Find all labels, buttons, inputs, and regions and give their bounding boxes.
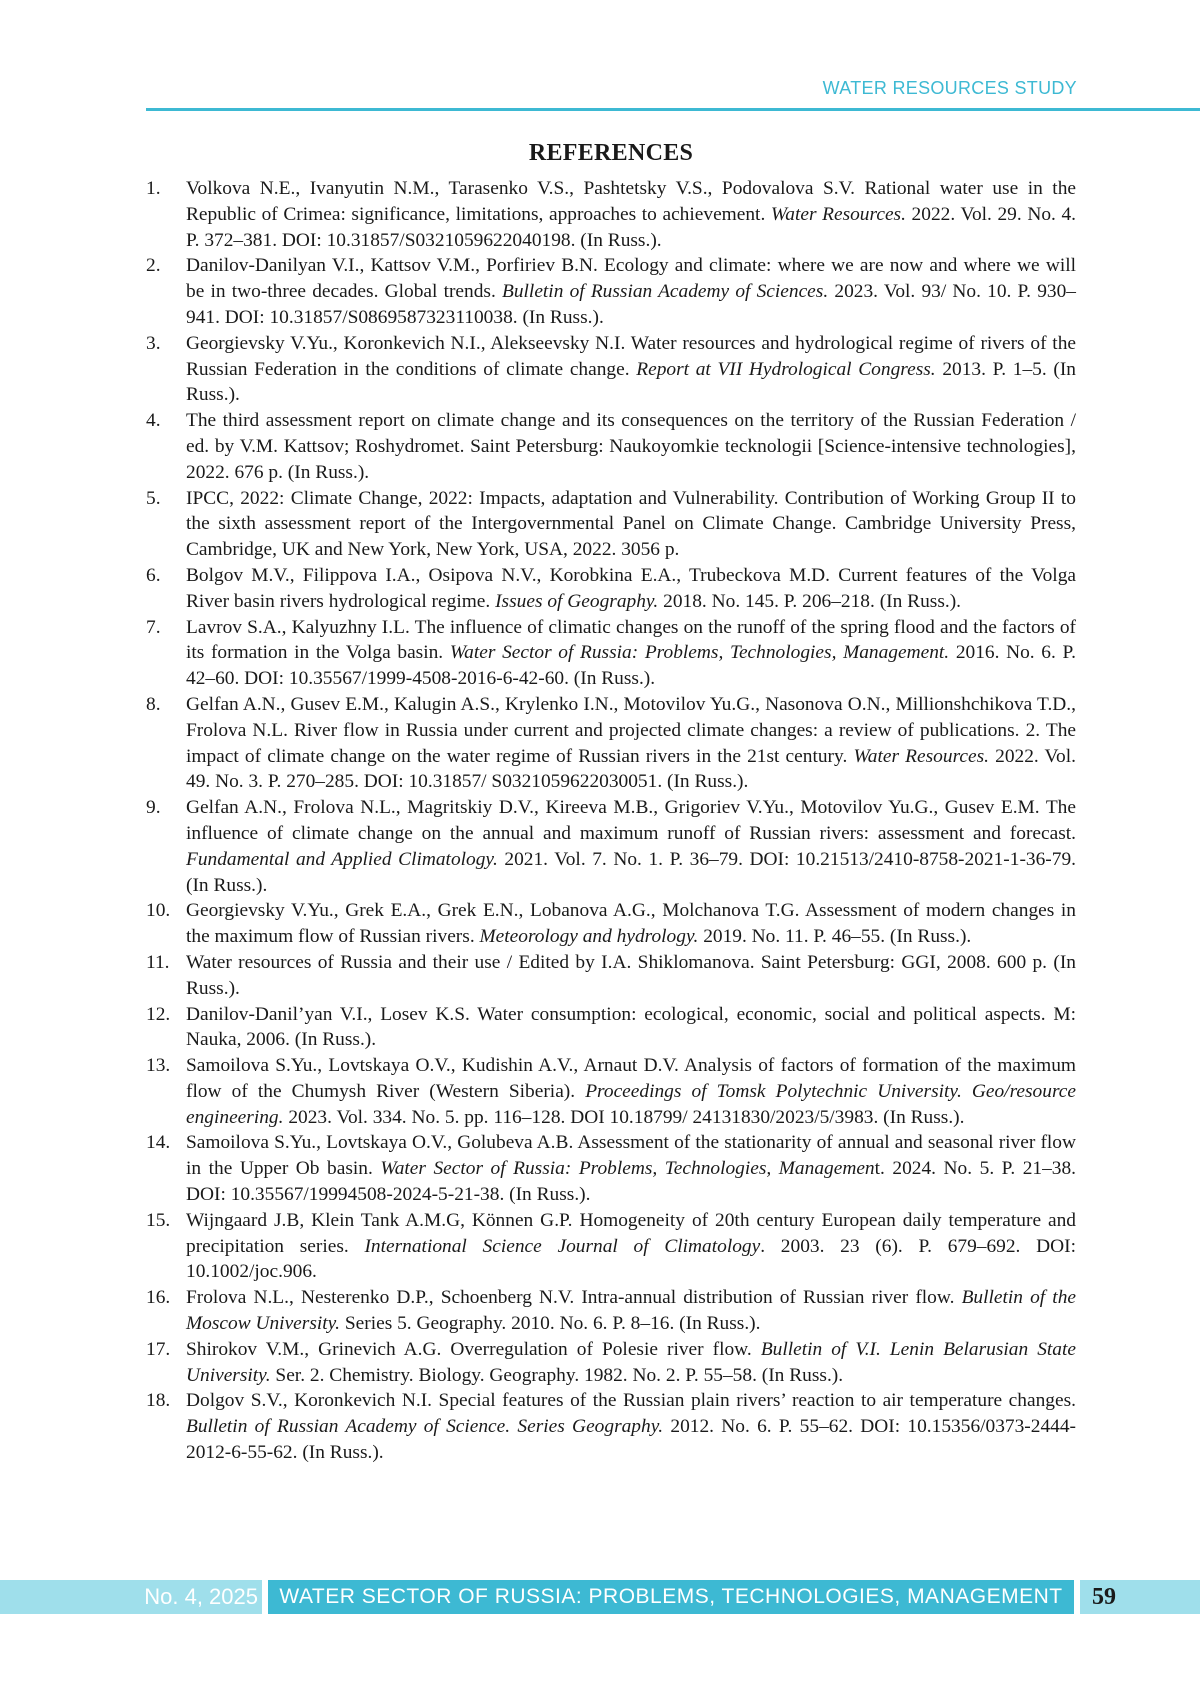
reference-number: 12. xyxy=(146,1003,171,1025)
reference-number: 5. xyxy=(146,487,161,509)
reference-number: 17. xyxy=(146,1338,171,1360)
reference-text: Water resources of Russia and their use / Edited by I.A. Shiklomanova. Saint Petersburg: GGI, 2008. 600 p. (In Russ.). xyxy=(186,951,1076,999)
section-title: REFERENCES xyxy=(528,140,694,166)
reference-text: Georgievsky V.Yu., Grek E.A., Grek E.N., Lobanova A.G., Molchanova T.G. Assessment of modern changes in the maximum flow of Russian rivers. Meteorology and hydrology. 2019. No. 11. P. 46–55. (In Russ.). xyxy=(186,900,1076,948)
reference-item xyxy=(146,1053,1076,1130)
reference-number: 9. xyxy=(146,797,161,819)
reference-text: Volkova N.E., Ivanyutin N.M., Tarasenko V.S., Pashtetsky V.S., Podovalova S.V. Rational water use in the Republic of Crimea: significance, limitations, approaches to achievement. Water Resources. 2022. Vol. 29. No. 4. P. 372–381. DOI: 10.31857/S0321059622040198. (In Russ.). xyxy=(186,178,1077,251)
reference-number: 1. xyxy=(146,178,161,199)
reference-item xyxy=(146,408,1076,485)
reference-text: Wijngaard J.B, Klein Tank A.M.G, Können G.P. Homogeneity of 20th century European daily temperature and precipitation series. International Science Journal of Climatology. 2003. 23 (6). P. 679–692. DOI: 10.1002/joc.906. xyxy=(186,1209,1076,1283)
reference-number: 14. xyxy=(146,1132,171,1154)
reference-item xyxy=(146,1002,1076,1054)
reference-number: 11. xyxy=(146,951,170,973)
reference-text: Danilov-Danil’yan V.I., Losev K.S. Water consumption: ecological, economic, social and political aspects. M: Nauka, 2006. (In Russ.). xyxy=(186,1003,1076,1051)
reference-number: 4. xyxy=(146,410,161,432)
reference-number: 16. xyxy=(146,1287,171,1309)
page-footer xyxy=(0,1580,1200,1614)
reference-text: Gelfan A.N., Frolova N.L., Magritskiy D.V., Kireeva M.B., Grigoriev V.Yu., Motovilov Yu.G., Gusev E.M. The influence of climate change on the annual and maximum runoff of Russian rivers: assessment and forecast. Fundamental and Applied Climatology. 2021. Vol. 7. No. 1. P. 36–79. DOI: 10.21513/2410-8758-2021-1-36-79. (In Russ.). xyxy=(186,797,1076,896)
reference-number: 10. xyxy=(146,900,171,922)
reference-text: Georgievsky V.Yu., Koronkevich N.I., Alekseevsky N.I. Water resources and hydrological regime of rivers of the Russian Federation in the conditions of climate change. Report at VII Hydrological Congress. 2013. P. 1–5. (In Russ.). xyxy=(186,332,1076,406)
reference-number: 2. xyxy=(146,255,161,277)
reference-item xyxy=(146,176,1076,253)
reference-text: Samoilova S.Yu., Lovtskaya O.V., Golubeva A.B. Assessment of the stationarity of annual and seasonal river flow in the Upper Ob basin. Water Sector of Russia: Problems, Technologies, Management. 2024. No. 5. P. 21–38. DOI: 10.35567/19994508-2024-5-21-38. (In Russ.). xyxy=(186,1132,1077,1206)
issue-label: No. 4, 2025 xyxy=(0,1580,262,1614)
reference-item xyxy=(146,950,1076,1002)
reference-number: 3. xyxy=(146,332,161,354)
reference-text: IPCC, 2022: Climate Change, 2022: Impacts, adaptation and Vulnerability. Contribution of Working Group II to the sixth assessment report of the Intergovernmental Panel on Climate Change. Cambridge University Press, Cambridge, UK and New York, New York, USA, 2022. 3056 p. xyxy=(186,487,1076,561)
reference-text: Lavrov S.A., Kalyuzhny I.L. The influence of climatic changes on the runoff of the spring flood and the factors of its formation in the Volga basin. Water Sector of Russia: Problems, Technologies, Management. 2016. No. 6. P. 42–60. DOI: 10.35567/1999-4508-2016-6-42-60. (In Russ.). xyxy=(186,616,1076,690)
reference-item xyxy=(146,1285,1076,1337)
reference-text: Danilov-Danilyan V.I., Kattsov V.M., Porfiriev B.N. Ecology and climate: where we are now and where we will be in two-three decades. Global trends. Bulletin of Russian Academy of Sciences. 2023. Vol. 93/ No. 10. P. 930–941. DOI: 10.31857/S0869587323110038. (In Russ.). xyxy=(186,255,1076,328)
reference-item xyxy=(146,563,1076,615)
reference-text: Dolgov S.V., Koronkevich N.I. Special features of the Russian plain rivers’ reaction to air temperature changes. Bulletin of Russian Academy of Science. Series Geography. 2012. No. 6. P. 55–62. DOI: 10.15356/0373-2444-2012-6-55-62. (In Russ.). xyxy=(186,1390,1076,1464)
reference-number: 6. xyxy=(146,564,161,586)
reference-number: 15. xyxy=(146,1209,171,1231)
journal-title: WATER SECTOR OF RUSSIA: PROBLEMS, TECHNOLOGIES, MANAGEMENT xyxy=(268,1580,1074,1614)
reference-item xyxy=(146,615,1076,692)
reference-text: Shirokov V.M., Grinevich A.G. Overregulation of Polesie river flow. Bulletin of V.I. Lenin Belarusian State University. Ser. 2. Chemistry. Biology. Geography. 1982. No. 2. P. 55–58. (In Russ.). xyxy=(186,1338,1076,1386)
reference-item xyxy=(146,1208,1076,1285)
reference-item xyxy=(146,795,1076,898)
reference-item xyxy=(146,1388,1076,1465)
reference-number: 18. xyxy=(146,1390,171,1412)
reference-item xyxy=(146,331,1076,408)
reference-item xyxy=(146,486,1076,563)
reference-item xyxy=(146,253,1076,330)
reference-item xyxy=(146,898,1076,950)
reference-text: The third assessment report on climate change and its consequences on the territory of the Russian Federation / ed. by V.M. Kattsov; Roshydromet. Saint Petersburg: Naukoyomkie tecknologii [Science-intensive technologies], 2022. 676 p. (In Russ.). xyxy=(186,410,1076,483)
reference-number: 8. xyxy=(146,693,161,715)
reference-text: Bolgov M.V., Filippova I.A., Osipova N.V., Korobkina E.A., Trubeckova M.D. Current features of the Volga River basin rivers hydrological regime. Issues of Geography. 2018. No. 145. P. 206–218. (In Russ.). xyxy=(186,564,1076,612)
reference-item xyxy=(146,692,1076,795)
reference-text: Frolova N.L., Nesterenko D.P., Schoenberg N.V. Intra-annual distribution of Russian river flow. Bulletin of the Moscow University. Series 5. Geography. 2010. No. 6. P. 8–16. (In Russ.). xyxy=(186,1287,1076,1335)
page-number: 59 xyxy=(1080,1580,1200,1614)
reference-text: Gelfan A.N., Gusev E.M., Kalugin A.S., Krylenko I.N., Motovilov Yu.G., Nasonova O.N., Millionshchikova T.D., Frolova N.L. River flow in Russia under current and projected climate changes: a review of publications. 2. The impact of climate change on the water regime of Russian rivers in the 21st century. Water Resources. 2022. Vol. 49. No. 3. P. 270–285. DOI: 10.31857/ S0321059622030051. (In Russ.). xyxy=(186,693,1076,793)
reference-number: 13. xyxy=(146,1055,171,1077)
reference-item xyxy=(146,1337,1076,1389)
reference-item xyxy=(146,1130,1076,1207)
running-header: WATER RESOURCES STUDY xyxy=(822,78,1077,98)
reference-text: Samoilova S.Yu., Lovtskaya O.V., Kudishin A.V., Arnaut D.V. Analysis of factors of formation of the maximum flow of the Chumysh River (Western Siberia). Proceedings of Tomsk Polytechnic University. Geo/resource engineering. 2023. Vol. 334. No. 5. pp. 116–128. DOI 10.18799/ 24131830/2023/5/3983. (In Russ.). xyxy=(186,1055,1076,1128)
reference-list xyxy=(146,176,1076,1466)
header-rule xyxy=(146,108,1200,111)
reference-number: 7. xyxy=(146,616,161,638)
